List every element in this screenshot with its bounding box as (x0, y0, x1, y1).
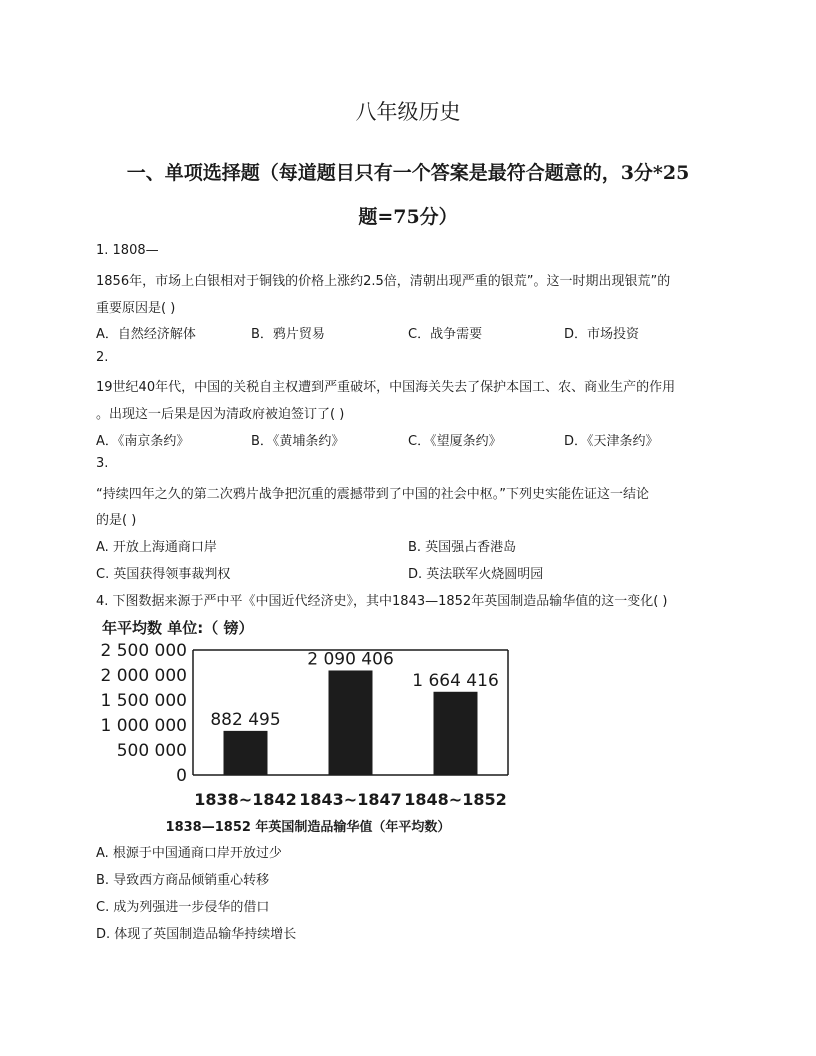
chart-bar (224, 731, 268, 775)
q4-option-d: D. 体现了英国制造品输华持续增长 (96, 927, 297, 942)
q4-stem: 4. 下图数据来源于严中平《中国近代经济史》，其中1843—1852年英国制造品输华值的这一变化( ) (96, 594, 668, 609)
chart-ytick-label: 1 500 000 (100, 691, 187, 711)
q4-option-a: A. 根源于中国通商口岸开放过少 (96, 846, 282, 861)
q2-option-b: B．《黄埔条约》 (251, 434, 345, 449)
chart-data-label: 882 495 (210, 709, 281, 730)
chart-bar (329, 670, 373, 775)
section-title-line-1: 一、单项选择题（每道题目只有一个答案是最符合题意的，3分*25 (126, 162, 690, 184)
document-title: 八年级历史 (355, 100, 461, 124)
q2-stem-line-2: 。出现这一后果是因为清政府被迫签订了( ) (96, 407, 345, 422)
chart-ytick-label: 500 000 (116, 741, 187, 761)
q3-option-b: B. 英国强占香港岛 (408, 540, 517, 555)
chart-ytick-label: 1 000 000 (100, 716, 187, 736)
q2-number: 2. (96, 350, 109, 365)
chart-title: 1838—1852 年英国制造品输华值（年平均数） (165, 820, 451, 835)
q1-option-d: D．市场投资 (564, 327, 640, 342)
q3-option-c: C. 英国获得领事裁判权 (96, 567, 231, 582)
q1-stem-line-2: 重要原因是( ) (96, 301, 176, 316)
q1-option-b: B．鸦片贸易 (251, 327, 325, 342)
q2-option-a: A．《南京条约》 (96, 434, 190, 449)
chart-xtick-label: 1843~1847 (299, 790, 402, 809)
q2-option-d: D．《天津条约》 (564, 434, 659, 449)
q4-option-c: C. 成为列强进一步侵华的借口 (96, 900, 270, 915)
q3-stem-line-1: “持续四年之久的第二次鸦片战争把沉重的震撼带到了中国的社会中枢。”下列史实能佐证这一结论 (96, 487, 649, 502)
chart-data-label: 1 664 416 (412, 670, 499, 691)
chart-bar (434, 692, 478, 775)
bar-chart (96, 612, 520, 840)
chart-xtick-label: 1838~1842 (194, 790, 297, 809)
q3-option-d: D. 英法联军火烧圆明园 (408, 567, 544, 582)
chart-xtick-label: 1848~1852 (404, 790, 507, 809)
chart-ytick-label: 2 000 000 (100, 666, 187, 686)
chart-data-label: 2 090 406 (307, 649, 394, 670)
chart-ytick-label: 2 500 000 (100, 641, 187, 661)
section-title-line-2: 题=75分） (358, 206, 458, 228)
q1-number: 1. 1808— (96, 243, 159, 258)
q2-stem-line-1: 19世纪40年代，中国的关税自主权遭到严重破坏，中国海关失去了保护本国工、农、商业生产的作用 (96, 380, 676, 395)
q2-option-c: C．《望厦条约》 (408, 434, 502, 449)
chart-ytick-label: 0 (176, 766, 187, 786)
q1-option-c: C．战争需要 (408, 327, 483, 342)
q1-option-a: A．自然经济解体 (96, 327, 196, 342)
q3-stem-line-2: 的是( ) (96, 513, 137, 528)
q1-stem-line-1: 1856年，市场上白银相对于铜钱的价格上涨约2.5倍，清朝出现严重的银荒”。这一时期出现银荒”的 (96, 274, 671, 289)
q3-option-a: A. 开放上海通商口岸 (96, 540, 217, 555)
chart-ylabel: 年平均数 单位:（ 镑） (102, 619, 254, 637)
q3-number: 3. (96, 456, 109, 471)
q4-option-b: B. 导致西方商品倾销重心转移 (96, 873, 270, 888)
